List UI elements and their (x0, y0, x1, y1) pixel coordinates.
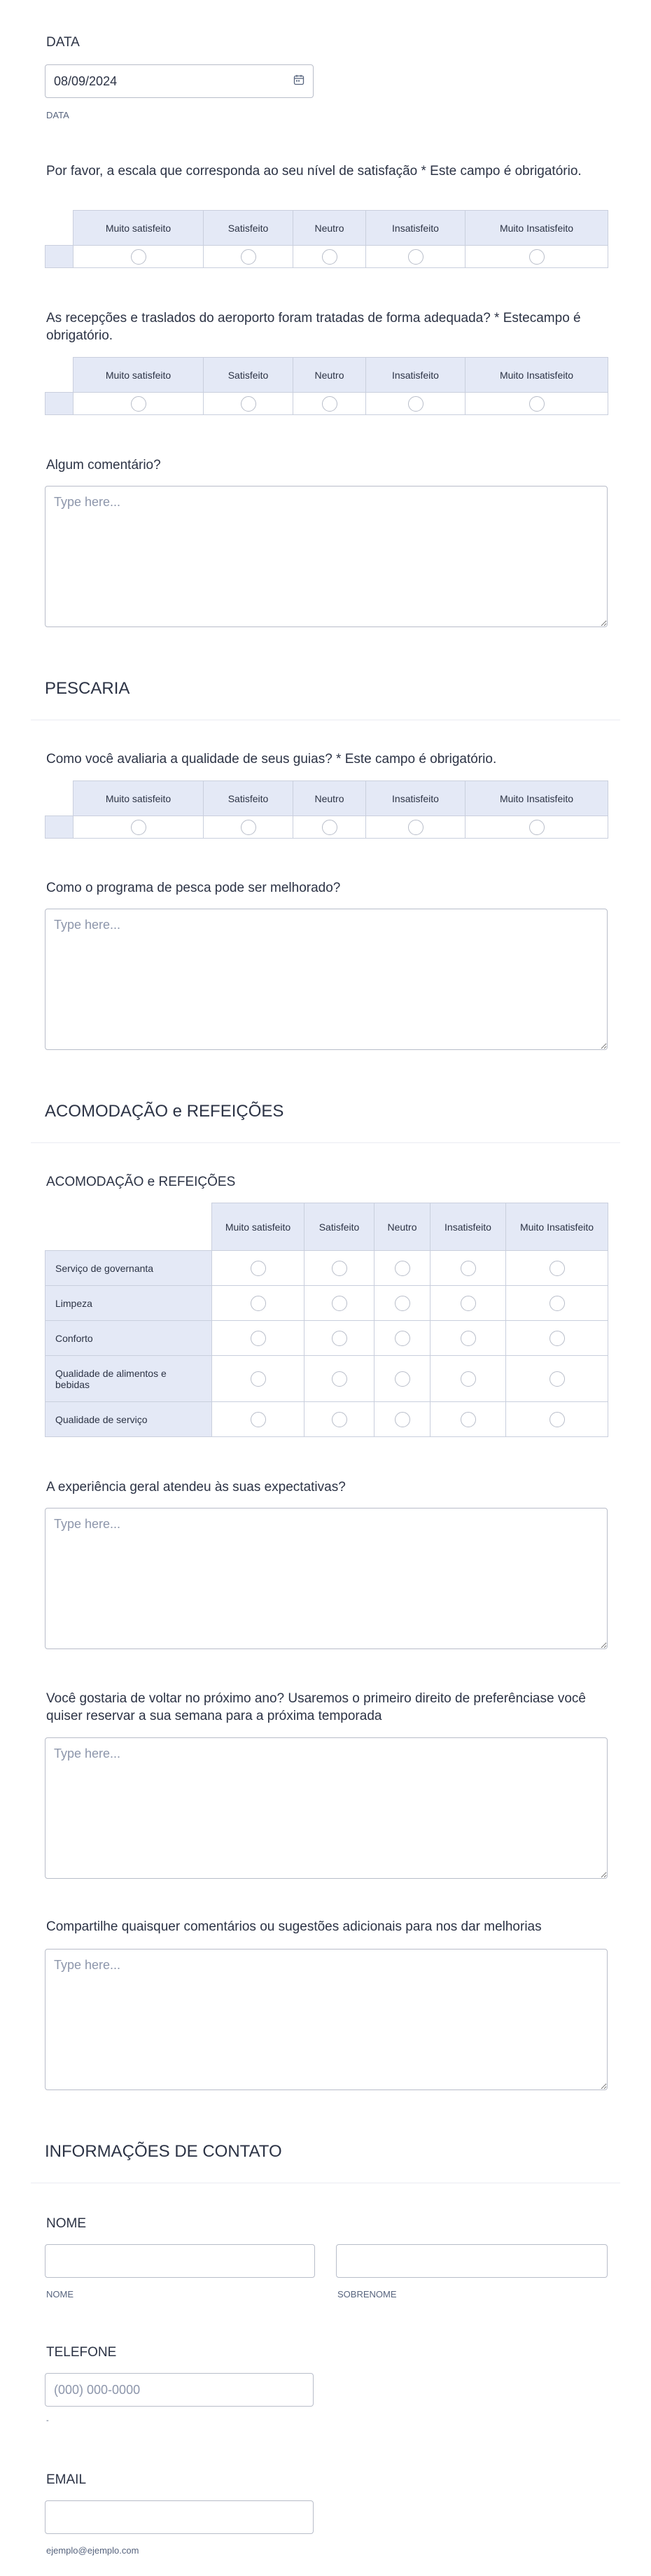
row-header: Limpeza (46, 1286, 212, 1321)
email-sublabel: ejemplo@ejemplo.com (46, 2545, 139, 2556)
column-header: Muito Insatisfeito (465, 211, 608, 246)
radio-button[interactable] (251, 1371, 266, 1387)
date-value: 08/09/2024 (54, 74, 118, 88)
column-header: Insatisfeito (430, 1203, 506, 1251)
column-header: Neutro (293, 211, 366, 246)
radio-button[interactable] (461, 1371, 476, 1387)
first-name-input[interactable] (45, 2244, 315, 2278)
suggestions-textarea[interactable] (45, 1949, 608, 2090)
section-title-lodging: ACOMODAÇÃO e REFEIÇÕES (45, 1102, 284, 1121)
column-header: Insatisfeito (366, 781, 465, 816)
radio-button[interactable] (332, 1412, 347, 1427)
section-title-fishing: PESCARIA (45, 679, 130, 698)
fishing-improve-textarea[interactable] (45, 909, 608, 1050)
matrix-corner (46, 358, 74, 393)
radio-button[interactable] (529, 249, 545, 265)
date-label: DATA (46, 35, 80, 50)
radio-button[interactable] (461, 1331, 476, 1346)
row-header: Conforto (46, 1321, 212, 1356)
radio-button[interactable] (322, 820, 337, 835)
last-name-input[interactable] (336, 2244, 608, 2278)
column-header: Satisfeito (304, 1203, 374, 1251)
radio-button[interactable] (395, 1371, 410, 1387)
radio-button[interactable] (529, 396, 545, 412)
radio-button[interactable] (131, 820, 146, 835)
column-header: Muito Insatisfeito (465, 781, 608, 816)
section-divider (31, 1142, 620, 1143)
last-name-sublabel: SOBRENOME (337, 2289, 397, 2300)
column-header: Neutro (293, 781, 366, 816)
radio-button[interactable] (550, 1331, 565, 1346)
expectations-textarea[interactable] (45, 1508, 608, 1649)
column-header: Muito satisfeito (74, 781, 204, 816)
radio-button[interactable] (332, 1331, 347, 1346)
column-header: Neutro (374, 1203, 430, 1251)
column-header: Neutro (293, 358, 366, 393)
row-header (46, 246, 74, 268)
column-header: Satisfeito (204, 211, 293, 246)
date-sublabel: DATA (46, 110, 69, 120)
row-header: Qualidade de alimentos e bebidas (46, 1356, 212, 1402)
row-header (46, 393, 74, 415)
radio-button[interactable] (408, 820, 424, 835)
radio-button[interactable] (251, 1261, 266, 1276)
radio-button[interactable] (408, 249, 424, 265)
lodging-matrix (45, 1203, 608, 1437)
radio-button[interactable] (241, 396, 256, 412)
column-header: Muito satisfeito (74, 358, 204, 393)
row-header: Qualidade de serviço (46, 1402, 212, 1437)
radio-button[interactable] (461, 1412, 476, 1427)
comment-textarea[interactable] (45, 486, 608, 627)
guides-question: Como você avaliaria a qualidade de seus guias? * Este campo é obrigatório. (46, 752, 497, 766)
radio-button[interactable] (529, 820, 545, 835)
calendar-icon[interactable] (293, 74, 304, 89)
radio-button[interactable] (241, 249, 256, 265)
phone-input[interactable] (45, 2373, 314, 2407)
row-header (46, 816, 74, 839)
radio-button[interactable] (131, 249, 146, 265)
fishing-improve-label: Como o programa de pesca pode ser melhorado? (46, 881, 341, 895)
column-header: Satisfeito (204, 781, 293, 816)
radio-button[interactable] (251, 1296, 266, 1311)
radio-button[interactable] (550, 1296, 565, 1311)
radio-button[interactable] (550, 1412, 565, 1427)
radio-button[interactable] (550, 1371, 565, 1387)
guides-matrix (45, 780, 608, 839)
expectations-label: A experiência geral atendeu às suas expectativas? (46, 1480, 346, 1494)
name-label: NOME (46, 2216, 86, 2231)
matrix-corner (46, 1203, 212, 1251)
radio-button[interactable] (395, 1331, 410, 1346)
satisfaction-question: Por favor, a escala que corresponda ao seu nível de satisfação * Este campo é obrigatório. (46, 164, 582, 178)
radio-button[interactable] (395, 1296, 410, 1311)
row-header: Serviço de governanta (46, 1251, 212, 1286)
email-label: EMAIL (46, 2472, 87, 2487)
radio-button[interactable] (251, 1331, 266, 1346)
comment-label: Algum comentário? (46, 458, 161, 472)
satisfaction-matrix (45, 210, 608, 268)
column-header: Insatisfeito (366, 358, 465, 393)
column-header: Muito Insatisfeito (506, 1203, 608, 1251)
radio-button[interactable] (461, 1261, 476, 1276)
column-header: Muito satisfeito (212, 1203, 304, 1251)
column-header: Muito satisfeito (74, 211, 204, 246)
radio-button[interactable] (322, 249, 337, 265)
column-header: Muito Insatisfeito (465, 358, 608, 393)
radio-button[interactable] (550, 1261, 565, 1276)
radio-button[interactable] (131, 396, 146, 412)
radio-button[interactable] (332, 1296, 347, 1311)
radio-button[interactable] (332, 1371, 347, 1387)
airport-question: As recepções e traslados do aeroporto foram tratadas de forma adequada? * Estecampo é obrigatório. (46, 311, 581, 343)
return-next-year-label: Você gostaria de voltar no próximo ano? Usaremos o primeiro direito de preferênciase você quiser reservar a sua semana para a próxima temporada (46, 1691, 586, 1723)
radio-button[interactable] (461, 1296, 476, 1311)
return-next-year-textarea[interactable] (45, 1737, 608, 1879)
radio-button[interactable] (251, 1412, 266, 1427)
radio-button[interactable] (395, 1412, 410, 1427)
first-name-sublabel: NOME (46, 2289, 74, 2300)
section-title-contact: INFORMAÇÕES DE CONTATO (45, 2142, 282, 2161)
radio-button[interactable] (332, 1261, 347, 1276)
lodging-question: ACOMODAÇÃO e REFEIÇÕES (46, 1175, 236, 1189)
radio-button[interactable] (322, 396, 337, 412)
matrix-corner (46, 211, 74, 246)
phone-sublabel: - (46, 2416, 49, 2425)
airport-matrix (45, 357, 608, 415)
date-field[interactable] (45, 64, 314, 98)
radio-button[interactable] (241, 820, 256, 835)
email-input[interactable] (45, 2500, 314, 2534)
phone-label: TELEFONE (46, 2345, 117, 2360)
radio-button[interactable] (408, 396, 424, 412)
radio-button[interactable] (395, 1261, 410, 1276)
column-header: Satisfeito (204, 358, 293, 393)
suggestions-label: Compartilhe quaisquer comentários ou sugestões adicionais para nos dar melhorias (46, 1919, 542, 1934)
column-header: Insatisfeito (366, 211, 465, 246)
matrix-corner (46, 781, 74, 816)
